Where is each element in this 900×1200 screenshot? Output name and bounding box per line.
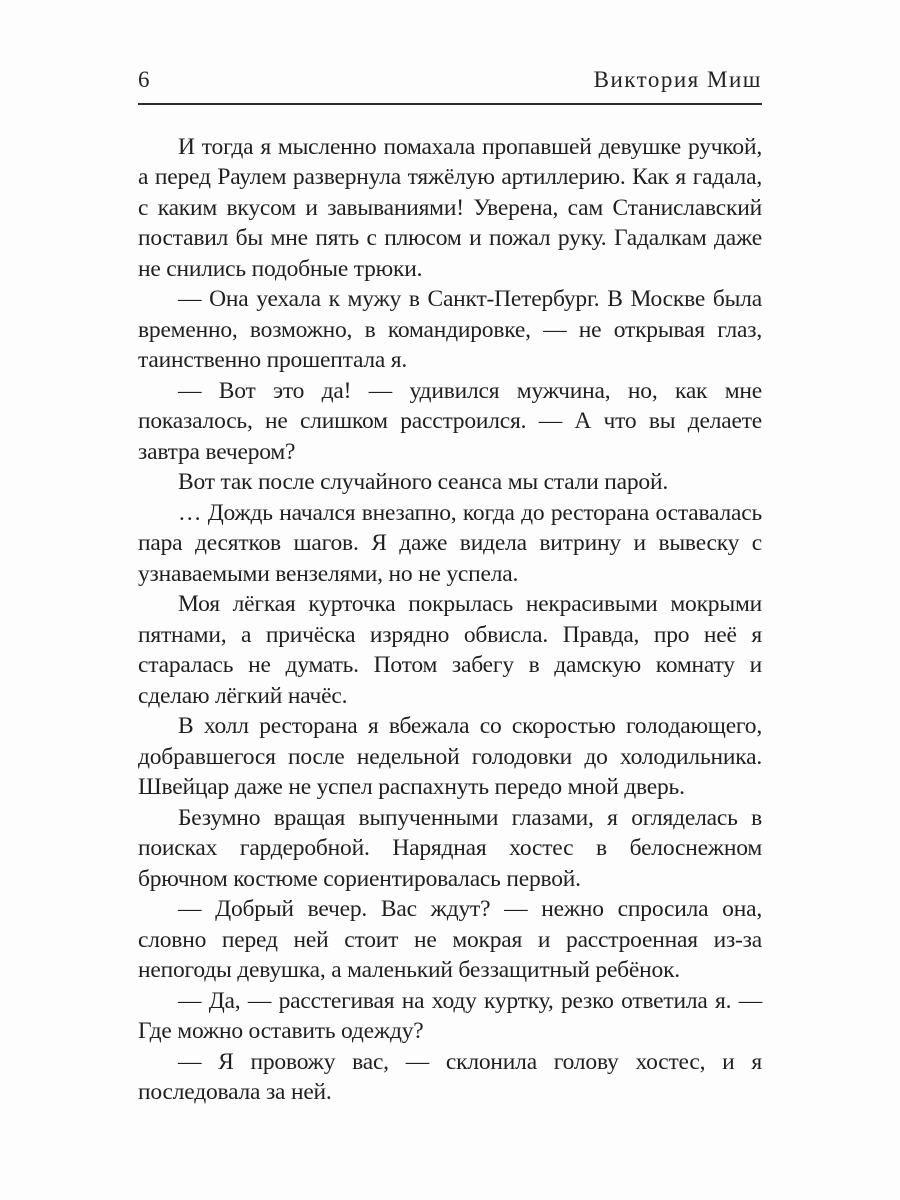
paragraph: И тогда я мысленно помахала пропавшей девушке ручкой, а перед Раулем развернула тяжёлую артиллерию. Как я гадала, с каким вкусом и завываниями! Уверена, сам Станиславский поставил бы мне пять с плюсом и пожал руку. Гадалкам даже не снились подобные трюки. [138, 133, 762, 282]
paragraph: … Дождь начался внезапно, когда до ресторана оставалась пара десятков шагов. Я даже видела витрину и вывеску с узнаваемыми вензелями, но не успела. [138, 499, 762, 587]
paragraph: Моя лёгкая курточка покрылась некрасивыми мокрыми пятнами, а причёска изрядно обвисла. Правда, про неё я старалась не думать. Потом забегу в дамскую комнату и сделаю лёгкий начёс. [138, 591, 762, 709]
paragraph: — Вот это да! — удивился мужчина, но, как мне показалось, не слишком расстроился. — А что вы делаете завтра вечером? [138, 377, 762, 465]
paragraph: Безумно вращая выпученными глазами, я огляделась в поисках гардеробной. Нарядная хостес в белоснежном брючном костюме сориентировалась первой. [138, 804, 762, 892]
paragraph: Вот так после случайного сеанса мы стали парой. [178, 469, 669, 496]
running-title: Виктория Миш [593, 67, 762, 92]
page-number: 6 [138, 67, 150, 92]
text-body [138, 132, 762, 1108]
paragraph: — Я провожу вас, — склонила голову хостес, и я последовала за ней. [138, 1048, 762, 1106]
paragraph: — Да, — расстегивая на ходу куртку, резко ответила я. — Где можно оставить одежду? [138, 987, 762, 1045]
paragraph: — Добрый вечер. Вас ждут? — нежно спросила она, словно перед ней стоит не мокрая и расстроенная из-за непогоды девушка, а маленький беззащитный ребёнок. [138, 896, 762, 984]
running-head [138, 66, 762, 94]
header-rule-divider [138, 103, 762, 105]
paragraph: В холл ресторана я вбежала со скоростью голодающего, добравшегося после недельной голодовки до холодильника. Швейцар даже не успел распахнуть передо мной дверь. [138, 713, 762, 801]
paragraph: — Она уехала к мужу в Санкт-Петербург. В Москве была временно, возможно, в командировке, — не открывая глаз, таинственно прошептала я. [138, 286, 762, 374]
